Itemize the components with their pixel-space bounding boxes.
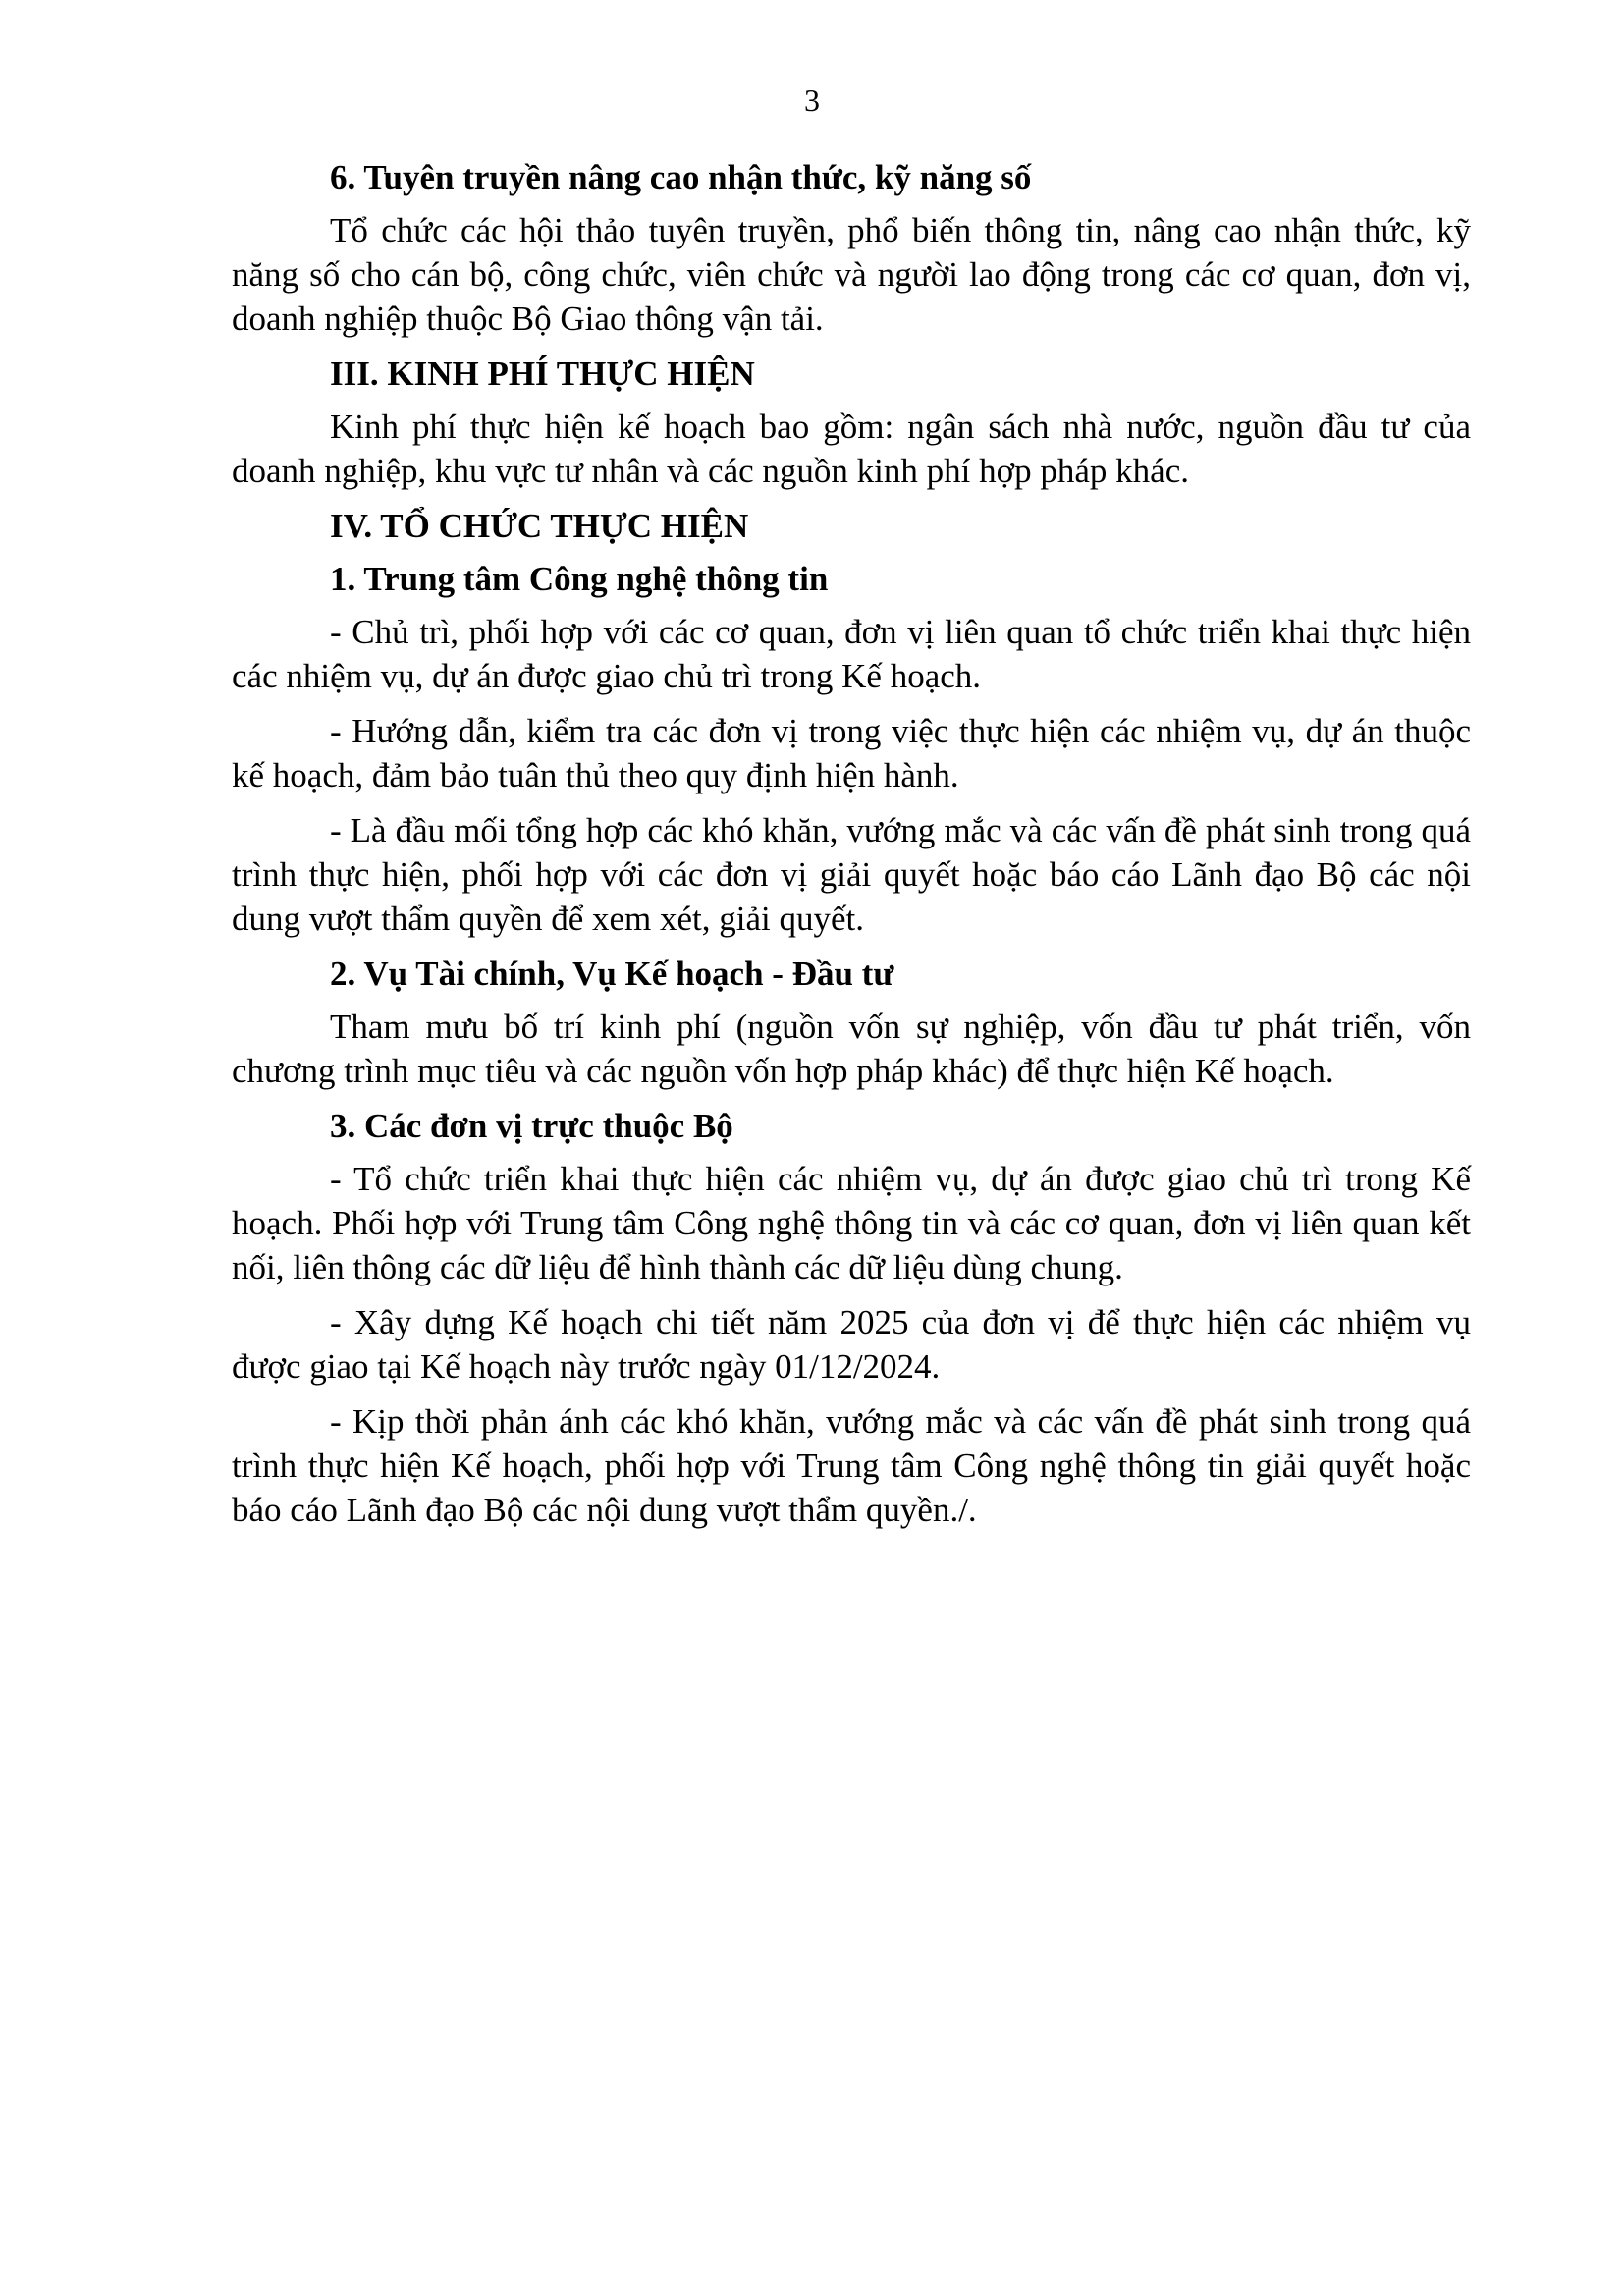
paragraph-it-center-3: - Là đầu mối tổng hợp các khó khăn, vướng mắc và các vấn đề phát sinh trong quá trình thực hiện, phối hợp với các đơn vị giải quyết hoặc báo cáo Lãnh đạo Bộ các nội dung vượt thẩm quyền để xem xét, giải quyết. — [232, 811, 1471, 938]
subheading-affiliated-units: 3. Các đơn vị trực thuộc Bộ — [330, 1107, 733, 1145]
subheading-it-center: 1. Trung tâm Công nghệ thông tin — [330, 560, 829, 598]
section-heading-communication: 6. Tuyên truyền nâng cao nhận thức, kỹ năng số — [330, 158, 1032, 196]
paragraph-affiliated-units-1: - Tổ chức triển khai thực hiện các nhiệm vụ, dự án được giao chủ trì trong Kế hoạch. Phối hợp với Trung tâm Công nghệ thông tin và các cơ quan, đơn vị liên quan kết nối, liên thông các dữ liệu để hình thành các dữ liệu dùng chung. — [232, 1160, 1471, 1286]
section-heading-implementation: IV. TỔ CHỨC THỰC HIỆN — [330, 507, 749, 545]
paragraph-it-center-2: - Hướng dẫn, kiểm tra các đơn vị trong việc thực hiện các nhiệm vụ, dự án thuộc kế hoạch, đảm bảo tuân thủ theo quy định hiện hành. — [232, 712, 1471, 794]
document-body — [232, 155, 1471, 1532]
paragraph-finance-planning: Tham mưu bố trí kinh phí (nguồn vốn sự nghiệp, vốn đầu tư phát triển, vốn chương trình mục tiêu và các nguồn vốn hợp pháp khác) để thực hiện Kế hoạch. — [232, 1008, 1471, 1090]
paragraph-affiliated-units-2: - Xây dựng Kế hoạch chi tiết năm 2025 của đơn vị để thực hiện các nhiệm vụ được giao tại Kế hoạch này trước ngày 01/12/2024. — [232, 1303, 1471, 1386]
paragraph-communication: Tổ chức các hội thảo tuyên truyền, phổ biến thông tin, nâng cao nhận thức, kỹ năng số cho cán bộ, công chức, viên chức và người lao động trong các cơ quan, đơn vị, doanh nghiệp thuộc Bộ Giao thông vận tải. — [232, 211, 1471, 338]
page-number: 3 — [804, 82, 820, 118]
paragraph-it-center-1: - Chủ trì, phối hợp với các cơ quan, đơn vị liên quan tổ chức triển khai thực hiện các nhiệm vụ, dự án được giao chủ trì trong Kế hoạch. — [232, 613, 1471, 695]
paragraph-funding: Kinh phí thực hiện kế hoạch bao gồm: ngân sách nhà nước, nguồn đầu tư của doanh nghiệp, khu vực tư nhân và các nguồn kinh phí hợp pháp khác. — [232, 408, 1471, 490]
subheading-finance-planning: 2. Vụ Tài chính, Vụ Kế hoạch - Đầu tư — [330, 955, 894, 993]
paragraph-affiliated-units-3: - Kịp thời phản ánh các khó khăn, vướng mắc và các vấn đề phát sinh trong quá trình thực hiện Kế hoạch, phối hợp với Trung tâm Công nghệ thông tin giải quyết hoặc báo cáo Lãnh đạo Bộ các nội dung vượt thẩm quyền./. — [232, 1402, 1471, 1529]
section-heading-funding: III. KINH PHÍ THỰC HIỆN — [330, 355, 755, 393]
